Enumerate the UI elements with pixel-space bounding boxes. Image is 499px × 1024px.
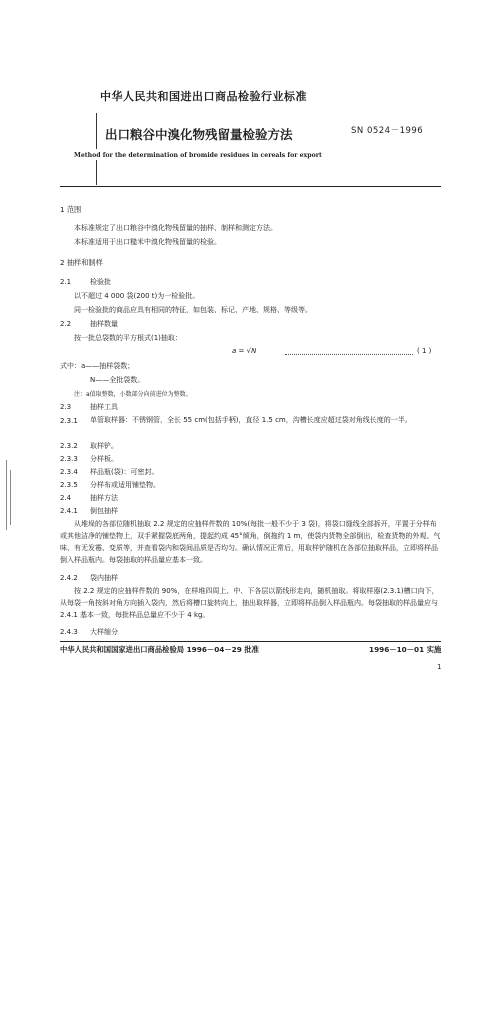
formula-number: ( 1 ) [417,347,432,355]
section-2-3-4-number: 2.3.4 [60,468,78,476]
section-2-4-2-text: 按 2.2 规定的应抽样件数的 90%，在样堆四周上、中、下各层以箭线形走向，随机抽取。将取样器(2.3.1)槽口向下，从每袋一角按斜对角方向插入袋内，然后将槽口旋转向上，抽出取样器，立即将样品倒入样品瓶内。每袋抽取的样品量应与 2.4.1 基本一致，每批样品总量应不少于 4 kg。 [60,587,439,619]
section-1-para-2: 本标准适用于出口糙米中溴化物残留量的检验。 [74,238,221,246]
formula-leader-dots [285,354,413,355]
section-2-2-number: 2.2 [60,320,72,328]
english-title: Method for the determination of bromide residues in cereals for export [74,152,322,159]
section-2-4-1-number: 2.4.1 [60,507,78,515]
section-1-para-1: 本标准规定了出口粮谷中溴化物残留量的抽样、制样和测定方法。 [74,224,277,232]
formula-where-a: 式中：a——抽样袋数； [60,362,135,370]
scan-edge-mark-2 [10,470,11,525]
section-2-4-1-text: 从堆垛的各部位随机抽取 2.2 规定的应抽样件数的 10%(每批一般不少于 3 袋)，将袋口缝线全部拆开，平置于分样布或其他洁净的铺垫物上，双手紧握袋底两角，提起约成 45°倾角，倒拖约 1 m，使袋内货物全部倒出，检查货物的外观、气味、有无发霉、变质等，并查看袋内和袋间品质是否均匀。确认情况正常后，用取样铲随机在各部位抽取样品，立即将样品倒入样品瓶内。每袋抽取的样品量应基本一致。 [60,520,441,564]
document-title: 出口粮谷中溴化物残留量检验方法 [105,127,293,142]
section-2-1-para-2: 同一检验批的商品应具有相同的特征，如包装、标记、产地、规格、等级等。 [74,306,312,314]
section-2-1-para-1: 以不超过 4 000 袋(200 t)为一检验批。 [74,292,200,300]
section-2-3-5-text: 分样布或适用铺垫物。 [90,481,160,489]
section-2-1-title: 检验批 [90,278,111,286]
section-2-3-1-number: 2.3.1 [60,417,78,425]
standard-number: SN 0524－1996 [351,126,424,136]
section-2-3-2-number: 2.3.2 [60,442,78,450]
section-2-4-2-number: 2.4.2 [60,574,78,582]
section-2-4-3-number: 2.4.3 [60,628,78,636]
section-2-4-3-title: 大样缩分 [90,628,118,636]
footer-divider [60,641,441,642]
section-1-heading: 1 范围 [60,205,82,214]
formula-note: 注：a值取整数，小数部分向前进位为整数。 [74,391,192,398]
issuing-organization: 中华人民共和国进出口商品检验行业标准 [100,90,307,103]
header-divider [60,186,441,187]
section-2-3-2-text: 取样铲。 [90,442,118,450]
scan-edge-mark [6,460,7,530]
section-2-1-number: 2.1 [60,278,72,286]
section-2-heading: 2 抽样和制样 [60,258,103,267]
approval-line: 中华人民共和国国家进出口商品检验局 1996－04－29 批准 [60,645,259,654]
section-2-3-4-text: 样品瓶(袋)：可密封。 [90,468,159,476]
section-2-3-3-number: 2.3.3 [60,455,78,463]
section-2-4-2-title: 袋内抽样 [90,574,118,582]
margin-marker-line [96,113,97,149]
margin-marker-line-lower [96,160,97,185]
section-2-3-1-text: 单管取样器：不锈钢管，全长 55 cm(包括手柄)，直径 1.5 cm，沟槽长度应超过袋对角线长度的一半。 [90,416,412,424]
section-2-4-title: 抽样方法 [90,494,118,502]
section-2-2-title: 抽样数量 [90,320,118,328]
section-2-4-1-title: 倒包抽样 [90,507,118,515]
section-2-3-5-number: 2.3.5 [60,481,78,489]
formula: a = √N [232,347,257,355]
section-2-2-para-1: 按一批总袋数的平方根式(1)抽取： [74,334,182,342]
formula-where-n: N——全批袋数。 [90,376,145,384]
section-2-4-number: 2.4 [60,494,72,502]
section-2-3-title: 抽样工具 [90,403,118,411]
section-2-3-3-text: 分样板。 [90,455,118,463]
page-number: 1 [437,663,442,671]
section-2-3-number: 2.3 [60,403,72,411]
implementation-date: 1996－10－01 实施 [369,645,442,654]
